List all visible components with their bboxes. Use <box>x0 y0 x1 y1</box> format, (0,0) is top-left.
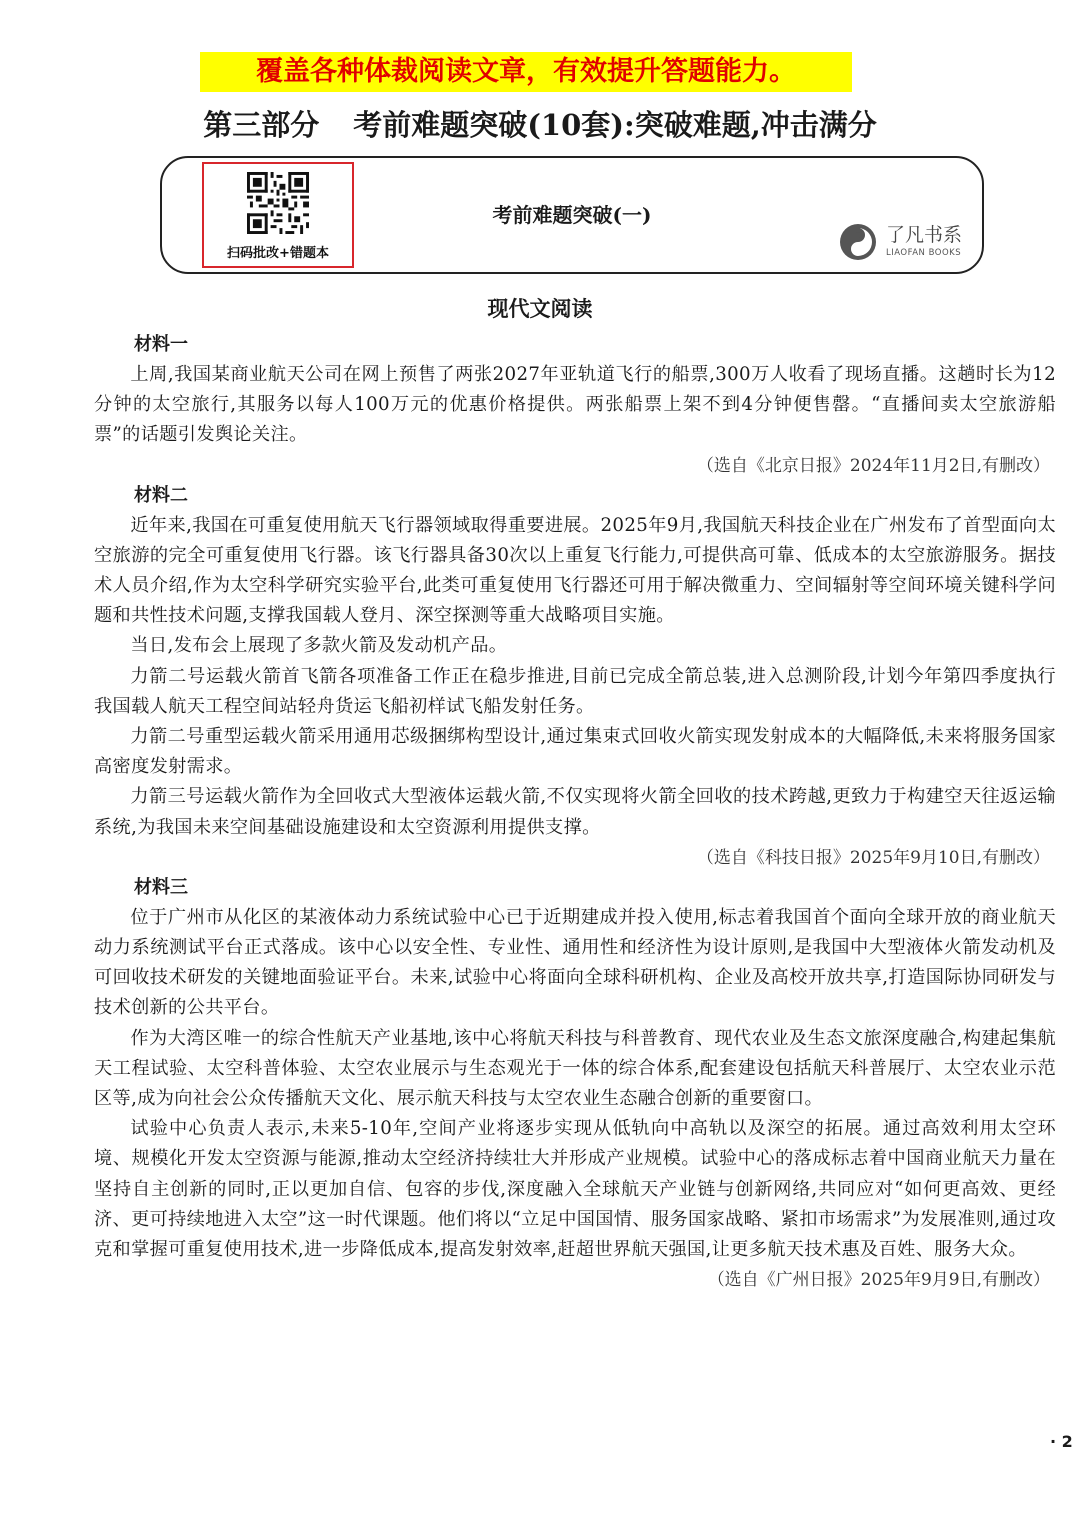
part-title <box>0 100 1080 150</box>
qr-caption: 扫码批改+错题本 <box>227 246 329 261</box>
paragraph: 作为大湾区唯一的综合性航天产业基地,该中心将航天科技与科普教育、现代农业及生态文旅深度融合,构建起集航天工程试验、太空科普体验、太空农业展示与生态观光于一体的综合体系,配套建设包括航天科普展厅、太空农业示范区等,成为向社会公众传播航天文化、展示航天科技与太空农业生态融合创新的重要窗口。 <box>94 1027 1056 1110</box>
test-header <box>160 156 984 274</box>
paragraph: 力箭二号运载火箭首飞箭各项准备工作正在稳步推进,目前已完成全箭总装,进入总测阶段,计划今年第四季度执行我国载人航天工程空间站轻舟货运飞船初样试飞船发射任务。 <box>94 665 1056 717</box>
brand-logo <box>838 220 978 264</box>
paragraph: 当日,发布会上展现了多款火箭及发动机产品。 <box>130 635 508 657</box>
material-source: （选自《广州日报》2025年9月9日,有删改） <box>707 1270 1050 1291</box>
paragraph: 力箭三号运载火箭作为全回收式大型液体运载火箭,不仅实现将火箭全回收的技术跨越,更致力于构建空天往返运输系统,为我国未来空间基础设施建设和太空资源利用提供支撑。 <box>94 786 1056 838</box>
material-source: （选自《北京日报》2024年11月2日,有删改） <box>696 455 1050 476</box>
part-heading: 考前难题突破(10套):突破难题,冲击满分 <box>353 108 877 142</box>
paragraph: 力箭二号重型运载火箭采用通用芯级捆绑构型设计,通过集束式回收火箭实现发射成本的大幅降低,未来将服务国家高密度发射需求。 <box>94 726 1056 778</box>
page-number: · 2 <box>1050 1432 1073 1451</box>
test-title: 考前难题突破(一) <box>492 203 652 227</box>
qr-scan-box[interactable] <box>202 162 354 268</box>
material-title: 材料一 <box>134 334 188 355</box>
part-label: 第三部分 <box>203 108 320 142</box>
paragraph: 位于广州市从化区的某液体动力系统试验中心已于近期建成并投入使用,标志着我国首个面向全球开放的商业航天动力系统测试平台正式落成。该中心以安全性、专业性、通用性和经济性为设计原则,是我国中大型液体火箭发动机及可回收技术研发的关键地面验证平台。未来,试验中心将面向全球科研机构、企业及高校开放共享,打造国际协同研发与技术创新的公共平台。 <box>94 906 1056 1019</box>
section-title: 现代文阅读 <box>487 297 593 321</box>
liaofan-logo-icon <box>838 222 878 262</box>
material-1 <box>94 330 1056 481</box>
material-title: 材料三 <box>134 876 188 898</box>
material-3 <box>94 873 1056 1295</box>
paragraph: 试验中心负责人表示,未来5-10年,空间产业将逐步实现从低轨向中高轨以及深空的拓展。通过高效利用太空环境、规模化开发太空资源与能源,推动太空经济持续壮大并形成产业规模。试验中心的落成标志着中国商业航天力量在坚持自主创新的同时,正以更加自信、包容的步伐,深度融入全球航天产业链与创新网络,共同应对“如何更高效、更经济、更可持续地进入太空”这一时代课题。他们将以“立足中国国情、服务国家战略、紧扣市场需求”为发展准则,通过攻克和掌握可重复使用技术,进一步降低成本,提高发射效率,赶超世界航天强国,让更多航天技术惠及百姓、服务大众。 <box>94 1118 1056 1261</box>
paragraph: 上周,我国某商业航天公司在网上预售了两张2027年亚轨道飞行的船票,300万人收看了现场直播。这趟时长为12分钟的太空旅行,其服务以每人100万元的优惠价格提供。两张船票上架不到4分钟便售罄。“直播间卖太空旅游船票”的话题引发舆论关注。 <box>94 364 1056 446</box>
paragraph: 近年来,我国在可重复使用航天飞行器领域取得重要进展。2025年9月,我国航天科技企业在广州发布了首型面向太空旅游的完全可重复使用飞行器。该飞行器具备30次以上重复飞行能力,可提供高可靠、低成本的太空旅游服务。据技术人员介绍,作为太空科学研究实验平台,此类可重复使用飞行器还可用于解决微重力、空间辐射等空间环境关键科学问题和共性技术问题,支撑我国载人登月、深空探测等重大战略项目实施。 <box>94 514 1056 627</box>
material-2 <box>94 481 1056 873</box>
material-title: 材料二 <box>134 484 188 506</box>
reading-content <box>94 330 1056 1295</box>
brand-name-en: LIAOFAN BOOKS <box>886 248 962 258</box>
promo-banner: 覆盖各种体裁阅读文章，有效提升答题能力。 <box>200 52 852 92</box>
qr-code-icon <box>247 172 309 234</box>
material-source: （选自《科技日报》2025年9月10日,有删改） <box>696 847 1050 868</box>
brand-name-cn: 了凡书系 <box>886 224 963 246</box>
